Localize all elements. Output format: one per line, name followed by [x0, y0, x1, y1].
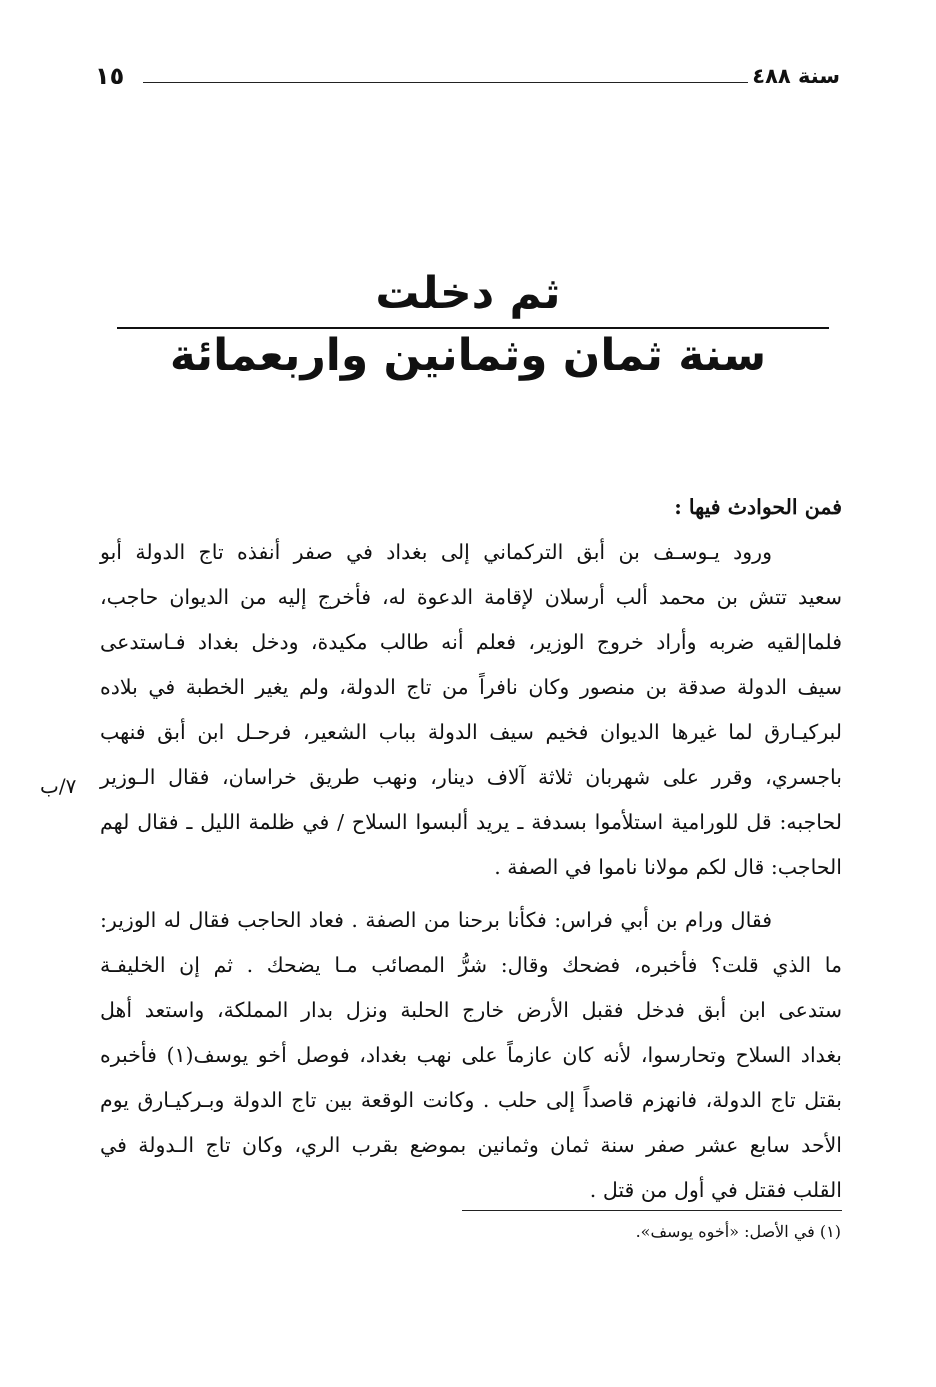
header-rule	[143, 82, 748, 83]
text-line: القلب فقتل في أول من قتل .	[589, 1178, 842, 1202]
footnote-rule	[462, 1210, 842, 1211]
text-line: بقتل تاج الدولة، فانهزم قاصداً إلى حلب . وكانت الوقعة بين تاج الدولة وبـركيـارق يوم	[100, 1088, 842, 1112]
body-text	[100, 485, 842, 1213]
text-line: سيف الدولة صدقة بن منصور وكان نافراً من تاج الدولة، ولم يغير الخطبة في بلاده	[100, 675, 842, 699]
running-header	[95, 62, 840, 96]
margin-folio-note: ٧/ب	[40, 774, 77, 798]
page-number: ١٥	[95, 62, 125, 90]
running-title: سنة ٤٨٨	[752, 64, 840, 88]
chapter-title-rule	[117, 327, 829, 329]
text-line: باجسري، وقرر على شهربان ثلاثة آلاف دينار، ونهب طريق خراسان، فقال الـوزير	[100, 765, 842, 789]
text-line: ورود يـوسـف بن أبق التركماني إلى بغداد في صفر أنفذه تاج الدولة أبو	[100, 540, 772, 564]
chapter-title-line2: سنة ثمان وثمانين واربعمائة	[169, 330, 767, 381]
footnote: (١) في الأصل: «أخوه يوسف».	[635, 1222, 841, 1241]
text-line: لبركيـارق لما غيرها الديوان فخيم سيف الدولة بباب الشعير، فرحـل ابن أبق فنهب	[100, 720, 842, 744]
text-line: فقال ورام بن أبي فراس: فكأنا برحنا من الصفة . فعاد الحاجب فقال له الوزير:	[100, 908, 772, 932]
text-line: فلما|لقيه ضربه وأراد خروج الوزير، فعلم أنه طالب مكيدة، ودخل بغداد فـاستدعى	[100, 630, 842, 654]
text-line: لحاجبه: قل للورامية استلأموا بسدفة ـ يريد ألبسوا السلاح / في ظلمة الليل ـ فقال لهم	[100, 810, 842, 834]
text-line: ما الذي قلت؟ فأخبره، فضحك وقال: شرُّ المصائب مـا يضحك . ثم إن الخليفـة	[100, 953, 842, 977]
text-line: ستدعى ابن أبق فدخل فقبل الأرض خارج الحلبة ونزل بدار المملكة، واستعد أهل	[100, 998, 842, 1022]
text-line: سعيد تتش بن محمد ألب أرسلان لإقامة الدعوة له، فأخرج إليه من الديوان حاجب،	[100, 585, 842, 609]
text-line: الأحد سابع عشر صفر سنة ثمان وثمانين بموضع بقرب الري، وكان تاج الـدولة في	[100, 1133, 842, 1157]
text-line: بغداد السلاح وتحارسوا، لأنه كان عازماً على نهب بغداد، فوصل أخو يوسف(١) فأخبره	[100, 1043, 842, 1067]
chapter-title-line1: ثم دخلت	[375, 268, 561, 319]
text-line: الحاجب: قال لكم مولانا ناموا في الصفة .	[494, 855, 842, 879]
section-heading: فمن الحوادث فيها :	[674, 495, 842, 519]
